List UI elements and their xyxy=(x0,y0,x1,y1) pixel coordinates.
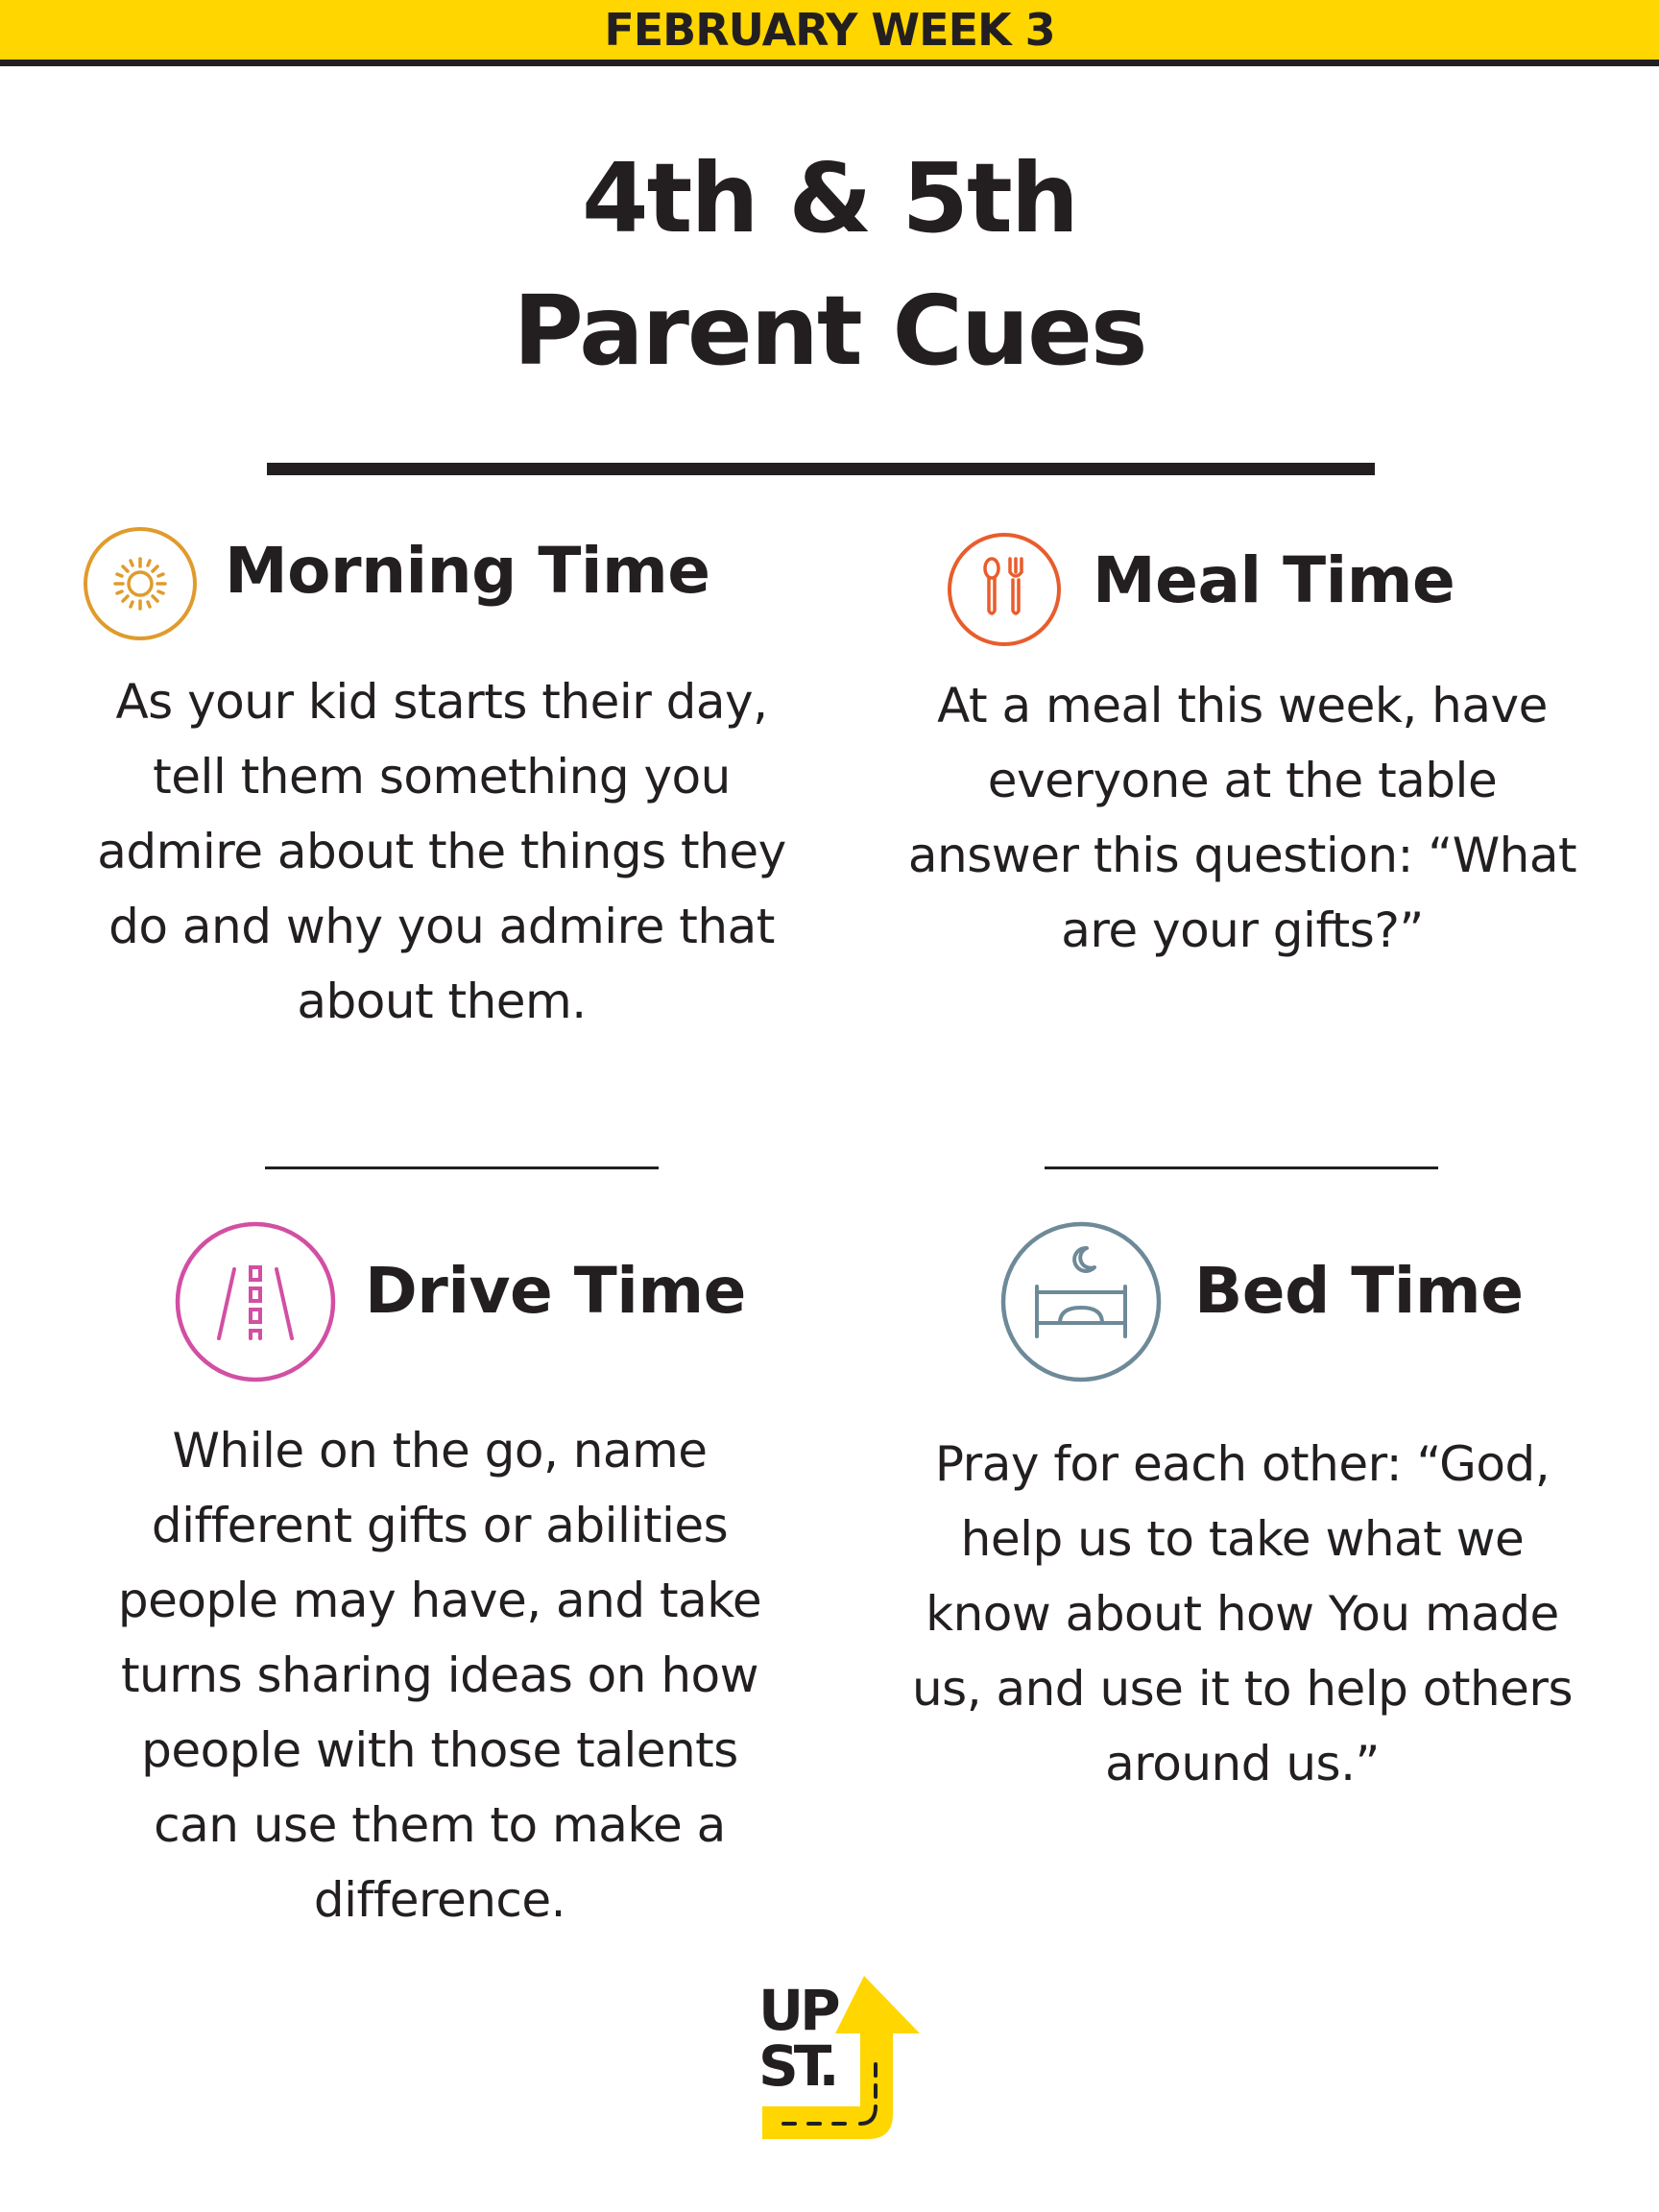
bed-heading: Bed Time xyxy=(1194,1254,1524,1328)
morning-body xyxy=(58,664,826,1039)
meal-line: everyone at the table xyxy=(987,753,1498,808)
utensils-icon xyxy=(945,530,1064,649)
meal-heading: Meal Time xyxy=(1093,543,1455,617)
drive-line: can use them to make a xyxy=(154,1797,726,1853)
morning-line: As your kid starts their day, xyxy=(115,674,768,730)
title-line-1: 4th & 5th xyxy=(582,142,1077,254)
bed-line: us, and use it to help others xyxy=(911,1661,1574,1717)
morning-line: tell them something you xyxy=(153,749,731,805)
drive-body xyxy=(56,1413,824,1937)
title-divider xyxy=(267,463,1375,475)
header-band xyxy=(0,0,1659,66)
morning-line: do and why you admire that xyxy=(108,899,775,954)
drive-line: people with those talents xyxy=(141,1722,738,1778)
upstreet-logo xyxy=(751,1970,924,2148)
bed-line: Pray for each other: “God, xyxy=(934,1436,1551,1492)
morning-line: admire about the things they xyxy=(97,824,786,879)
week-label: FEBRUARY WEEK 3 xyxy=(604,4,1055,56)
meal-line: At a meal this week, have xyxy=(937,678,1548,733)
section-divider-right xyxy=(1045,1166,1438,1169)
logo-line-1: UP xyxy=(758,1978,837,2043)
sun-icon xyxy=(81,524,200,643)
drive-line: people may have, and take xyxy=(117,1573,762,1628)
meal-line: answer this question: “What xyxy=(907,828,1577,883)
section-divider-left xyxy=(265,1166,659,1169)
drive-line: different gifts or abilities xyxy=(151,1498,729,1553)
bed-body xyxy=(858,1427,1626,1801)
morning-line: about them. xyxy=(297,974,587,1029)
title-line-2: Parent Cues xyxy=(513,275,1146,387)
bed-moon-icon xyxy=(998,1219,1164,1384)
bed-line: around us.” xyxy=(1105,1736,1380,1791)
logo-line-2: ST. xyxy=(758,2033,835,2099)
meal-body xyxy=(858,668,1626,968)
morning-heading: Morning Time xyxy=(225,534,710,608)
drive-heading: Drive Time xyxy=(365,1254,746,1328)
meal-line: are your gifts?” xyxy=(1061,902,1424,958)
bed-line: help us to take what we xyxy=(960,1511,1525,1567)
drive-line: While on the go, name xyxy=(172,1423,708,1479)
drive-line: turns sharing ideas on how xyxy=(120,1647,759,1703)
bed-line: know about how You made xyxy=(926,1586,1559,1642)
page-title xyxy=(0,132,1659,397)
road-icon xyxy=(173,1219,338,1384)
drive-line: difference. xyxy=(313,1872,566,1928)
